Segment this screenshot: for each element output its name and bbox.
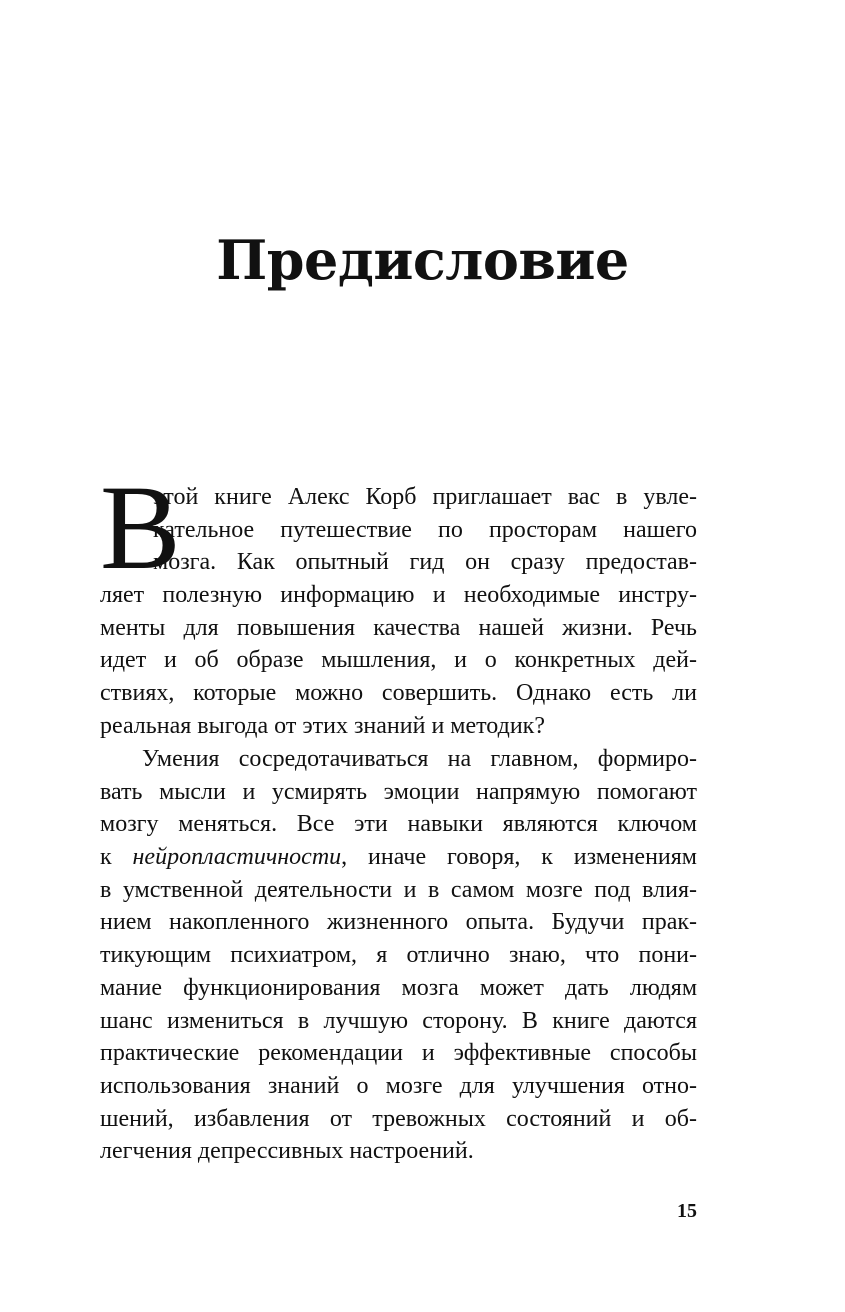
text-line: этой книге Алекс Корб приглашает вас в увле- [153, 484, 697, 510]
text-line: Умения сосредотачиваться на главном, формиро- [142, 746, 697, 772]
drop-cap: В [100, 461, 181, 595]
text-fragment: к [100, 844, 133, 871]
text-line: в умственной деятельности и в самом мозге под влия- [100, 876, 697, 903]
text-fragment: , иначе говоря, к изменениям [341, 844, 697, 871]
text-line: менты для повышения качества нашей жизни. Речь [100, 614, 697, 641]
text-line: шений, избавления от тревожных состояний и об- [100, 1105, 697, 1132]
emphasized-term: нейропластичности [132, 844, 342, 871]
paragraph-2 [100, 743, 697, 1168]
text-line: легчения депрессивных настроений. [100, 1138, 474, 1165]
text-line: вать мысли и усмирять эмоции напрямую помогают [100, 778, 697, 805]
text-line: мание функционирования мозга может дать людям [100, 974, 697, 1001]
text-line: нием накопленного жизненного опыта. Будучи прак- [100, 909, 697, 936]
text-line: практические рекомендации и эффективные способы [100, 1040, 697, 1067]
text-line: мозгу меняться. Все эти навыки являются ключом [100, 811, 697, 838]
text-line-with-emphasis [100, 841, 697, 874]
text-line: кательное путешествие по просторам нашего [153, 516, 697, 543]
text-line: использования знаний о мозге для улучшения отно- [100, 1072, 697, 1099]
text-line: ствиях, которые можно совершить. Однако есть ли [100, 680, 697, 707]
text-line: идет и об образе мышления, и о конкретных дей- [100, 647, 697, 674]
chapter-title: Предисловие [216, 228, 629, 292]
text-line: шанс измениться в лучшую сторону. В книге даются [100, 1007, 697, 1034]
text-line: ляет полезную информацию и необходимые инстру- [100, 582, 697, 609]
paragraph-1 [100, 481, 697, 743]
text-line: реальная выгода от этих знаний и методик? [100, 712, 545, 739]
text-line: тикующим психиатром, я отлично знаю, что пони- [100, 942, 697, 969]
text-line: мозга. Как опытный гид он сразу предостав- [153, 549, 697, 576]
page-number: 15 [677, 1200, 697, 1222]
body-text [100, 461, 697, 1165]
